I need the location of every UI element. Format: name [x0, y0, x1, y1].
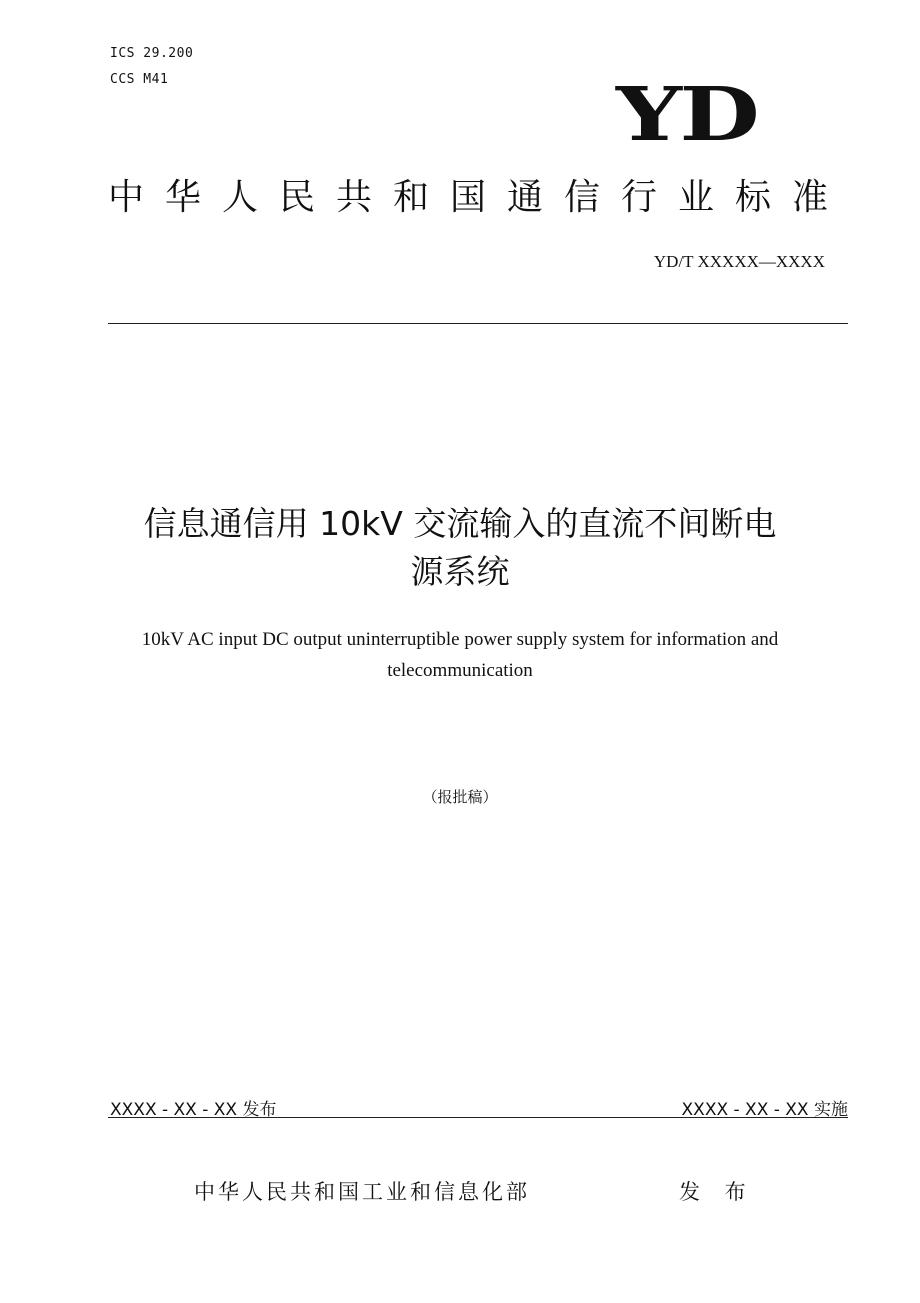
yd-logo: YD	[616, 72, 758, 158]
title-english	[60, 624, 860, 686]
title-chinese	[60, 500, 860, 596]
standard-category-heading: 中华人民共和国通信行业标准	[108, 177, 850, 218]
title-english-line-1: 10kV AC input DC output uninterruptible power supply system for information and	[141, 629, 779, 650]
title-chinese-line-2: 源系统	[410, 552, 510, 591]
issuing-authority: 中华人民共和国工业和信息化部	[194, 1180, 530, 1204]
bottom-divider	[108, 1117, 848, 1118]
title-english-line-2: telecommunication	[387, 660, 533, 681]
top-divider	[108, 323, 848, 324]
issue-date: XXXX - XX - XX 发布	[110, 1100, 277, 1120]
ics-code: ICS 29.200	[110, 46, 194, 61]
draft-status: （报批稿）	[422, 788, 498, 806]
ccs-code: CCS M41	[110, 72, 169, 87]
issue-label: 发 布	[679, 1180, 755, 1204]
implementation-date: XXXX - XX - XX 实施	[681, 1100, 848, 1120]
title-chinese-line-1: 信息通信用 10kV 交流输入的直流不间断电	[143, 504, 777, 543]
standard-number: YD/T XXXXX—XXXX	[653, 252, 825, 271]
